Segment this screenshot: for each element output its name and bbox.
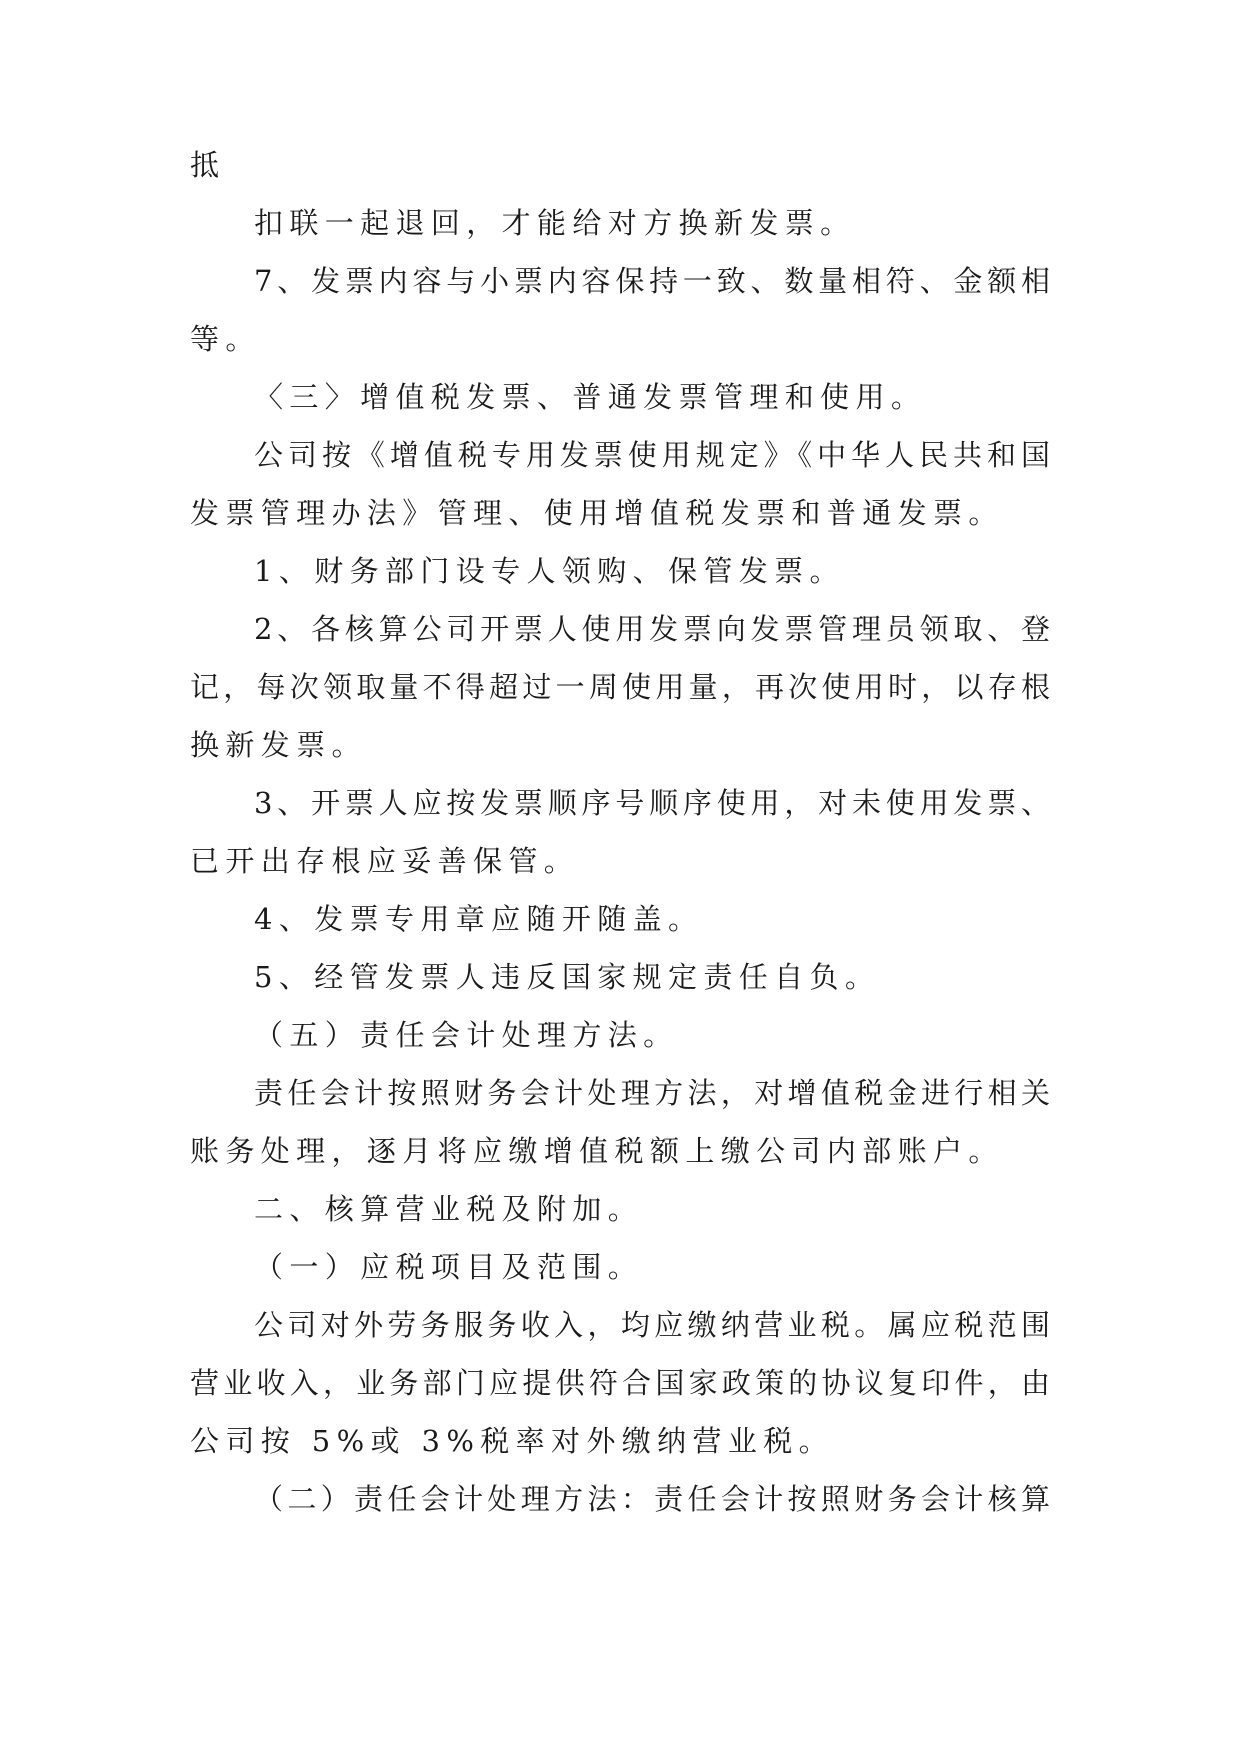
text-line: 抵	[190, 148, 226, 182]
section-heading: 〈三〉增值税发票、普通发票管理和使用。	[254, 380, 927, 414]
text-line: 发票管理办法》管理、使用增值税发票和普通发票。	[190, 496, 1004, 530]
text-line: 公司按《增值税专用发票使用规定》《中华人民共和国	[254, 438, 1050, 472]
text-line: 5、经管发票人违反国家规定责任自负。	[254, 960, 881, 994]
text-line: 营业收入，业务部门应提供符合国家政策的协议复印件，由	[190, 1366, 1050, 1400]
text-line: 4、发票专用章应随开随盖。	[254, 902, 704, 936]
section-heading: （一）应税项目及范围。	[254, 1250, 644, 1284]
text-line: 账务处理，逐月将应缴增值税额上缴公司内部账户。	[190, 1134, 1004, 1168]
text-line: 3、开票人应按发票顺序号顺序使用，对未使用发票、	[254, 786, 1050, 820]
section-heading: 二、核算营业税及附加。	[254, 1192, 644, 1226]
text-line: 扣联一起退回，才能给对方换新发票。	[254, 206, 856, 240]
text-line: 2、各核算公司开票人使用发票向发票管理员领取、登	[254, 612, 1050, 646]
text-line: 1、财务部门设专人领购、保管发票。	[254, 554, 845, 588]
text-line: 记，每次领取量不得超过一周使用量，再次使用时，以存根	[190, 670, 1050, 704]
section-heading: （二）责任会计处理方法：责任会计按照财务会计核算	[254, 1482, 1050, 1516]
text-line: 7、发票内容与小票内容保持一致、数量相符、金额相	[254, 264, 1050, 298]
text-line: 换新发票。	[190, 728, 367, 762]
text-line: 公司对外劳务服务收入，均应缴纳营业税。属应税范围	[254, 1308, 1050, 1342]
text-line: 责任会计按照财务会计处理方法，对增值税金进行相关	[254, 1076, 1050, 1110]
text-line: 等。	[190, 322, 261, 356]
text-line: 公司按 5%或 3%税率对外缴纳营业税。	[190, 1424, 835, 1458]
text-line: 已开出存根应妥善保管。	[190, 844, 580, 878]
section-heading: （五）责任会计处理方法。	[254, 1018, 679, 1052]
